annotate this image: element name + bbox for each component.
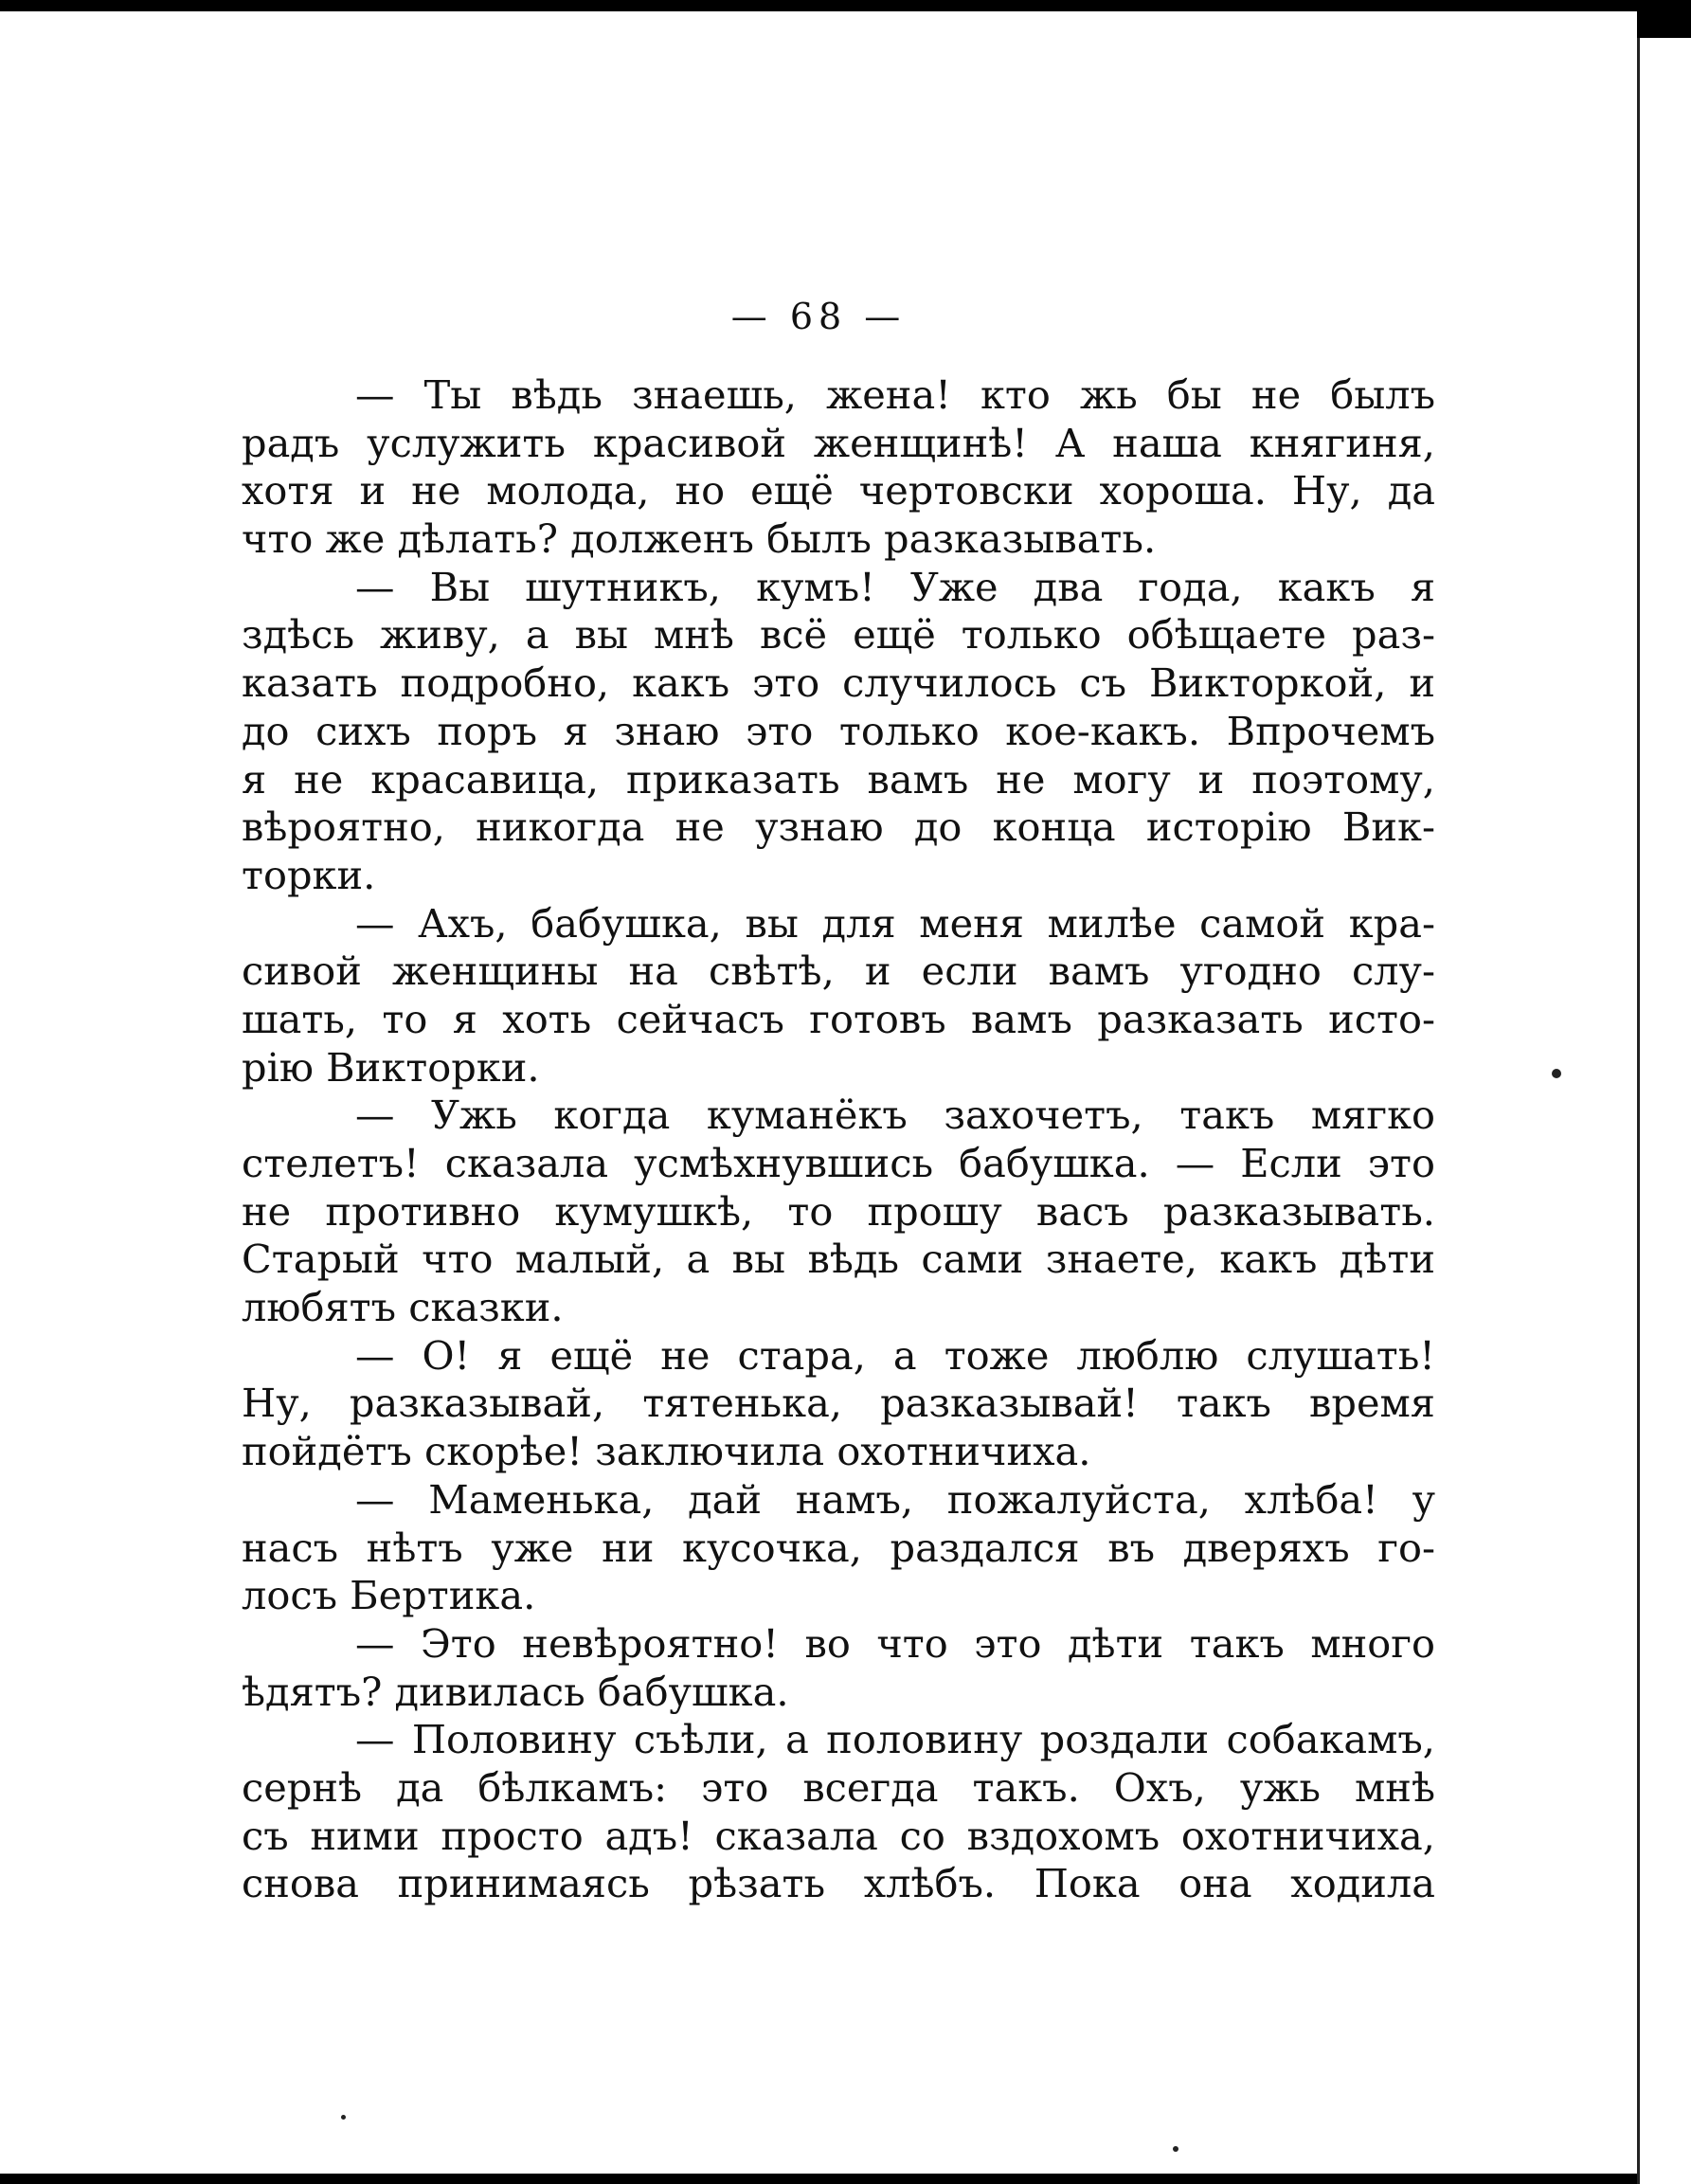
text-line: сернѣ да бѣлкамъ: это всегда такъ. Охъ, ужь мнѣ: [242, 1763, 1435, 1811]
text-line: вѣроятно, никогда не узнаю до конца исторію Вик-: [242, 803, 1435, 851]
text-line: — Ужь когда куманёкъ захочетъ, такъ мягко: [355, 1092, 1435, 1139]
text-line: любятъ сказки.: [242, 1284, 564, 1331]
text-line: съ ними просто адъ! сказала со вздохомъ охотничиха,: [242, 1812, 1435, 1859]
text-line: хотя и не молода, но ещё чертовски хороша. Ну, да: [242, 467, 1435, 514]
ink-speck: [1552, 1069, 1561, 1078]
text-line: рію Викторки.: [242, 1043, 540, 1091]
text-line: казать подробно, какъ это случилось съ Викторкой, и: [242, 659, 1435, 707]
ink-speck: [1173, 2146, 1178, 2152]
text-line: — Вы шутникъ, кумъ! Уже два года, какъ я: [355, 563, 1435, 610]
text-line: — О! я ещё не стара, а тоже люблю слушать!: [355, 1331, 1435, 1379]
text-line: радъ услужить красивой женщинѣ! А наша княгиня,: [242, 419, 1435, 466]
text-line: торки.: [242, 851, 376, 898]
text-line: — Ты вѣдь знаешь, жена! кто жь бы не былъ: [355, 371, 1435, 418]
page-text: [242, 371, 1435, 1908]
text-line: не противно кумушкѣ, то прошу васъ разказывать.: [242, 1187, 1435, 1235]
text-line: ѣдятъ? дивилась бабушка.: [242, 1668, 789, 1715]
page-edge: [1637, 38, 1691, 2184]
text-line: — Маменька, дай намъ, пожалуйста, хлѣба! у: [355, 1475, 1435, 1523]
text-line: — Это невѣроятно! во что это дѣти такъ много: [355, 1619, 1435, 1667]
text-line: насъ нѣтъ уже ни кусочка, раздался въ дверяхъ го-: [242, 1524, 1435, 1571]
text-line: что же дѣлать? долженъ былъ разказывать.: [242, 515, 1157, 563]
text-line: здѣсь живу, а вы мнѣ всё ещё только обѣщаете раз-: [242, 611, 1435, 659]
book-page: [0, 11, 1637, 2174]
page-number: — 68 —: [730, 296, 907, 337]
text-line: стелетъ! сказала усмѣхнувшись бабушка. — Если это: [242, 1140, 1435, 1186]
text-line: я не красавица, приказать вамъ не могу и поэтому,: [242, 755, 1435, 803]
text-line: Старый что малый, а вы вѣдь сами знаете, какъ дѣти: [242, 1236, 1435, 1283]
text-line: лосъ Бертика.: [242, 1572, 536, 1619]
text-line: пойдётъ скорѣе! заключила охотничиха.: [242, 1428, 1091, 1475]
text-line: снова принимаясь рѣзать хлѣбъ. Пока она ходила: [242, 1860, 1435, 1907]
text-line: до сихъ поръ я знаю это только кое-какъ. Впрочемъ: [242, 707, 1435, 754]
text-line: сивой женщины на свѣтѣ, и если вамъ угодно слу-: [242, 948, 1435, 995]
text-line: — Половину съѣли, а половину роздали собакамъ,: [355, 1716, 1435, 1763]
text-line: — Ахъ, бабушка, вы для меня милѣе самой кра-: [355, 899, 1435, 947]
ink-speck: [341, 2115, 346, 2120]
text-line: Ну, разказывай, тятенька, разказывай! такъ время: [242, 1380, 1435, 1427]
text-line: шать, то я хоть сейчасъ готовъ вамъ разказать исто-: [242, 995, 1435, 1042]
